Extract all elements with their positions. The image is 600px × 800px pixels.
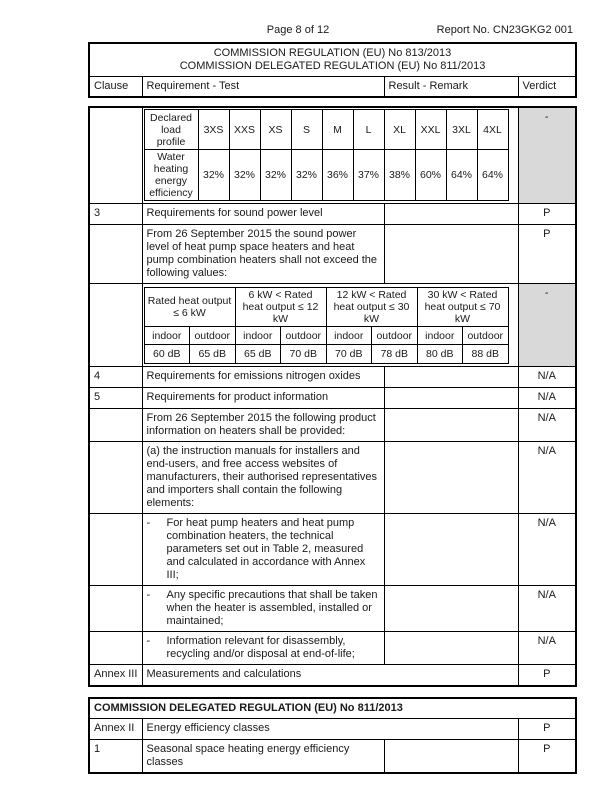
result-cell xyxy=(384,632,518,665)
requirement-text: Any specific precautions that shall be taken when the heater is assembled, installed or maintained; xyxy=(166,589,378,627)
verdict-cell: N/A xyxy=(518,367,576,388)
table-row xyxy=(89,409,576,442)
page-header xyxy=(88,24,575,39)
sound-value: 88 dB xyxy=(463,345,509,364)
table-row xyxy=(89,43,576,77)
efficiency-value: 64% xyxy=(477,150,508,201)
clause-cell xyxy=(89,225,142,284)
table-row xyxy=(144,345,508,364)
sound-value: 80 dB xyxy=(417,345,463,364)
table-row xyxy=(144,288,508,327)
clause-cell xyxy=(89,632,142,665)
table-row xyxy=(89,225,576,284)
verdict-cell: N/A xyxy=(518,442,576,514)
requirement-cell xyxy=(142,586,384,632)
regulation-header-table xyxy=(88,42,577,98)
table-row xyxy=(144,150,508,201)
efficiency-value: 32% xyxy=(229,150,260,201)
verdict-cell: P xyxy=(518,665,576,686)
result-cell xyxy=(384,409,518,442)
report-number: Report No. CN23GKG2 001 xyxy=(436,24,573,36)
clause-cell: Annex II xyxy=(89,719,142,740)
efficiency-value: 38% xyxy=(384,150,415,201)
efficiency-value: 64% xyxy=(446,150,477,201)
efficiency-value: 36% xyxy=(322,150,353,201)
column-header-requirement: Requirement - Test xyxy=(142,77,384,98)
table-row xyxy=(89,204,576,225)
page-number: Page 8 of 12 xyxy=(266,24,330,36)
verdict-cell: P xyxy=(518,225,576,284)
efficiency-value: 32% xyxy=(260,150,291,201)
efficiency-value: 37% xyxy=(353,150,384,201)
result-cell xyxy=(384,442,518,514)
table-row xyxy=(89,740,576,774)
sound-subheader: indoor xyxy=(144,327,190,345)
result-cell xyxy=(384,204,518,225)
requirement-text: Information relevant for disassembly, recycling and/or disposal at end-of-life; xyxy=(166,635,355,660)
profile-value: XXL xyxy=(415,110,446,150)
verdict-cell: N/A xyxy=(518,514,576,586)
efficiency-value: 60% xyxy=(415,150,446,201)
requirement-cell: Measurements and calculations xyxy=(142,665,518,686)
table-row xyxy=(89,665,576,686)
table-row xyxy=(89,719,576,740)
table-row xyxy=(89,442,576,514)
clause-cell: 4 xyxy=(89,367,142,388)
verdict-cell: N/A xyxy=(518,388,576,409)
table-row xyxy=(89,586,576,632)
table-row xyxy=(89,77,576,98)
requirement-cell: From 26 September 2015 the following product information on heaters shall be provided: xyxy=(142,409,384,442)
sound-group-header: Rated heat output ≤ 6 kW xyxy=(144,288,235,327)
sound-subheader: outdoor xyxy=(190,327,236,345)
sound-value: 60 dB xyxy=(144,345,190,364)
column-header-verdict: Verdict xyxy=(518,77,576,98)
table-row xyxy=(89,698,576,719)
regulation-811-title: COMMISSION DELEGATED REGULATION (EU) No 811/2013 xyxy=(89,698,576,719)
sound-value: 78 dB xyxy=(372,345,418,364)
sound-group-header: 12 kW < Rated heat output ≤ 30 kW xyxy=(326,288,417,327)
table-row xyxy=(89,107,576,204)
verdict-cell: P xyxy=(518,740,576,774)
load-profile-table xyxy=(144,109,509,201)
profile-value: S xyxy=(291,110,322,150)
requirement-cell: From 26 September 2015 the sound power level of heat pump space heaters and heat pump combination heaters shall not exceed the following values: xyxy=(142,225,384,284)
profile-value: 3XS xyxy=(198,110,229,150)
requirement-cell: Seasonal space heating energy efficiency classes xyxy=(142,740,384,774)
clause-cell xyxy=(89,107,142,204)
sound-subheader: outdoor xyxy=(372,327,418,345)
requirement-cell: Requirements for product information xyxy=(142,388,384,409)
clause-cell xyxy=(89,409,142,442)
profile-value: 4XL xyxy=(477,110,508,150)
result-cell xyxy=(384,586,518,632)
clause-cell: 3 xyxy=(89,204,142,225)
requirement-cell xyxy=(142,107,518,204)
table-row xyxy=(89,284,576,367)
sound-subheader: indoor xyxy=(235,327,281,345)
verdict-cell: N/A xyxy=(518,409,576,442)
table-row xyxy=(89,388,576,409)
clause-cell xyxy=(89,586,142,632)
efficiency-row-label: Water heating energy efficiency xyxy=(144,150,198,201)
requirements-table xyxy=(88,106,577,687)
sound-subheader: outdoor xyxy=(463,327,509,345)
sound-subheader: indoor xyxy=(326,327,372,345)
result-cell xyxy=(384,388,518,409)
regulation-811-table xyxy=(88,697,577,775)
regulation-title-line1: COMMISSION REGULATION (EU) No 813/2013 xyxy=(213,47,452,59)
requirement-text: For heat pump heaters and heat pump combination heaters, the technical parameters set out in Table 2, measured and calculated in accordance with Annex III; xyxy=(166,517,366,581)
profile-value: L xyxy=(353,110,384,150)
requirement-cell xyxy=(142,284,518,367)
sound-subheader: indoor xyxy=(417,327,463,345)
regulation-title-cell xyxy=(89,43,576,77)
table-row xyxy=(89,367,576,388)
clause-cell xyxy=(89,514,142,586)
sound-power-table xyxy=(144,287,509,364)
clause-cell xyxy=(89,284,142,367)
sound-value: 70 dB xyxy=(281,345,327,364)
verdict-cell: N/A xyxy=(518,632,576,665)
verdict-cell: N/A xyxy=(518,586,576,632)
profile-value: 3XL xyxy=(446,110,477,150)
requirement-cell: Requirements for emissions nitrogen oxides xyxy=(142,367,384,388)
result-cell xyxy=(384,740,518,774)
profile-row-label: Declared load profile xyxy=(144,110,198,150)
result-cell xyxy=(384,514,518,586)
bullet-dash: - xyxy=(146,635,151,647)
bullet-dash: - xyxy=(146,517,151,529)
efficiency-value: 32% xyxy=(291,150,322,201)
sound-value: 70 dB xyxy=(326,345,372,364)
column-header-result: Result - Remark xyxy=(384,77,518,98)
profile-value: XL xyxy=(384,110,415,150)
verdict-cell: P xyxy=(518,719,576,740)
sound-subheader: outdoor xyxy=(281,327,327,345)
requirement-cell: Energy efficiency classes xyxy=(142,719,518,740)
bullet-dash: - xyxy=(146,589,151,601)
table-row xyxy=(89,632,576,665)
column-header-clause: Clause xyxy=(89,77,142,98)
verdict-cell: P xyxy=(518,204,576,225)
clause-cell: 5 xyxy=(89,388,142,409)
regulation-title-line2: COMMISSION DELEGATED REGULATION (EU) No 811/2013 xyxy=(179,60,486,72)
requirement-cell xyxy=(142,514,384,586)
table-row xyxy=(89,514,576,586)
sound-group-header: 30 kW < Rated heat output ≤ 70 kW xyxy=(417,288,508,327)
verdict-cell: - xyxy=(518,107,576,204)
sound-value: 65 dB xyxy=(235,345,281,364)
table-row xyxy=(144,110,508,150)
profile-value: M xyxy=(322,110,353,150)
sound-group-header: 6 kW < Rated heat output ≤ 12 kW xyxy=(235,288,326,327)
result-cell xyxy=(384,225,518,284)
clause-cell xyxy=(89,442,142,514)
clause-cell: Annex III xyxy=(89,665,142,686)
profile-value: XS xyxy=(260,110,291,150)
table-row xyxy=(144,327,508,345)
requirement-cell xyxy=(142,632,384,665)
efficiency-value: 32% xyxy=(198,150,229,201)
result-cell xyxy=(384,367,518,388)
sound-value: 65 dB xyxy=(190,345,236,364)
profile-value: XXS xyxy=(229,110,260,150)
clause-cell: 1 xyxy=(89,740,142,774)
verdict-cell: - xyxy=(518,284,576,367)
requirement-cell: Requirements for sound power level xyxy=(142,204,384,225)
requirement-cell: (a) the instruction manuals for installers and end-users, and free access websites of manufacturers, their authorised representatives and importers shall contain the following elements: xyxy=(142,442,384,514)
